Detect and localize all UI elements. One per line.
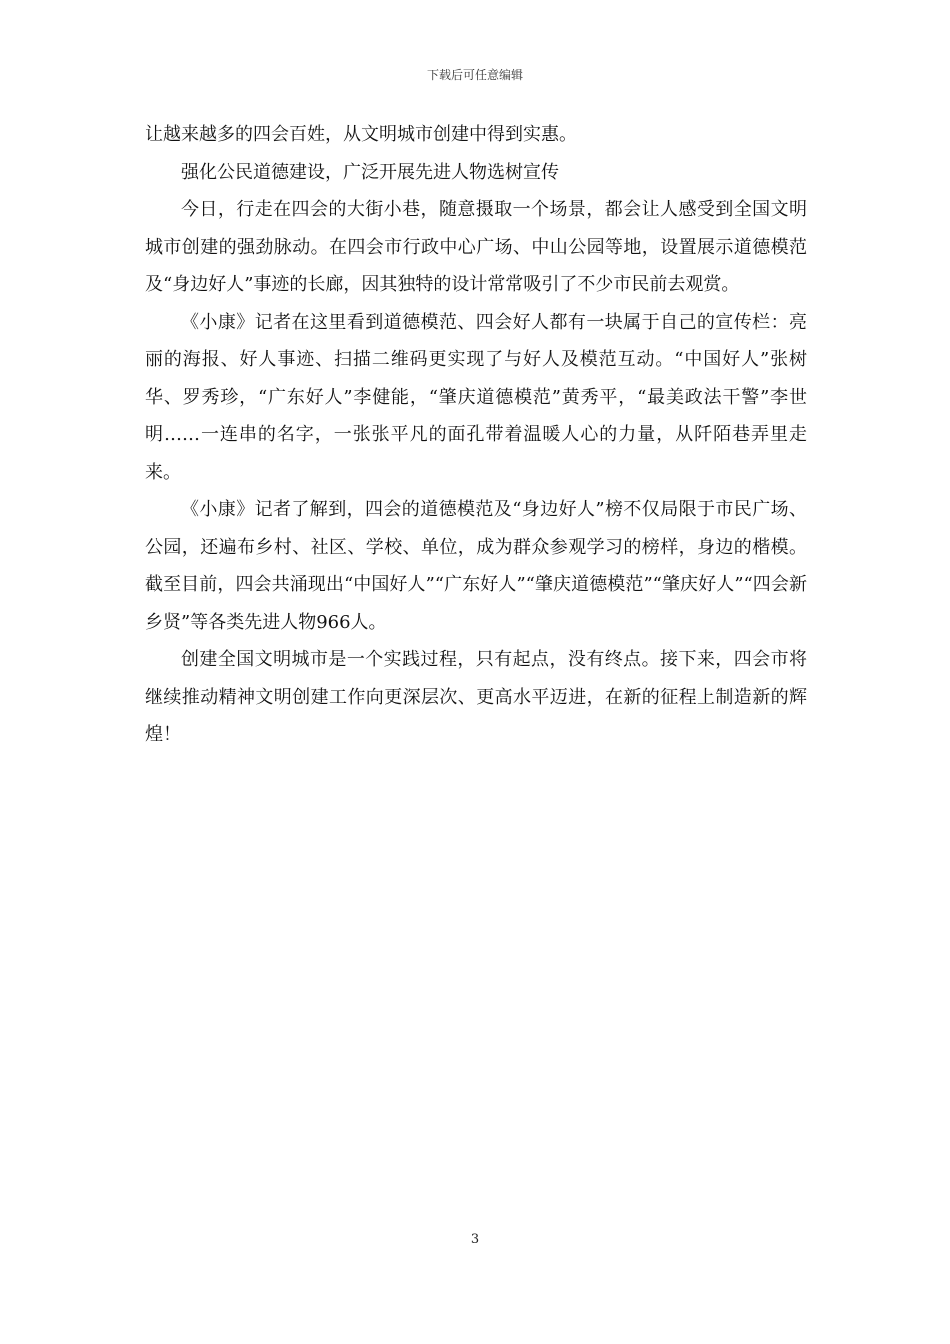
paragraph-continuation: 让越来越多的四会百姓，从文明城市创建中得到实惠。 — [145, 124, 577, 145]
paragraph: 创建全国文明城市是一个实践过程，只有起点，没有终点。接下来，四会市将继续推动精神文明创建工作向更深层次、更高水平迈进，在新的征程上制造新的辉煌！ — [145, 649, 807, 745]
paragraph: 《小康》记者在这里看到道德模范、四会好人都有一块属于自己的宣传栏：亮丽的海报、好人事迹、扫描二维码更实现了与好人及模范互动。“中国好人”张树华、罗秀珍，“广东好人”李健能，“肇庆道德模范”黄秀平，“最美政法干警”李世明……一连串的名字，一张张平凡的面孔带着温暖人心的力量，从阡陌巷弄里走来。 — [145, 311, 807, 483]
page-number: 3 — [470, 1232, 480, 1247]
page-header-note: 下载后可任意编辑 — [426, 68, 523, 82]
paragraph: 《小康》记者了解到，四会的道德模范及“身边好人”榜不仅局限于市民广场、公园，还遍布乡村、社区、学校、单位，成为群众参观学习的榜样，身边的楷模。截至目前，四会共涌现出“中国好人”“广东好人”“肇庆道德模范”“肇庆好人”“四会新乡贤”等各类先进人物966人。 — [145, 499, 807, 633]
section-heading: 强化公民道德建设，广泛开展先进人物选树宣传 — [181, 161, 559, 183]
paragraph: 今日，行走在四会的大街小巷，随意摄取一个场景，都会让人感受到全国文明城市创建的强劲脉动。在四会市行政中心广场、中山公园等地，设置展示道德模范及“身边好人”事迹的长廊，因其独特的设计常常吸引了不少市民前去观赏。 — [145, 199, 807, 295]
document-body — [145, 116, 807, 754]
